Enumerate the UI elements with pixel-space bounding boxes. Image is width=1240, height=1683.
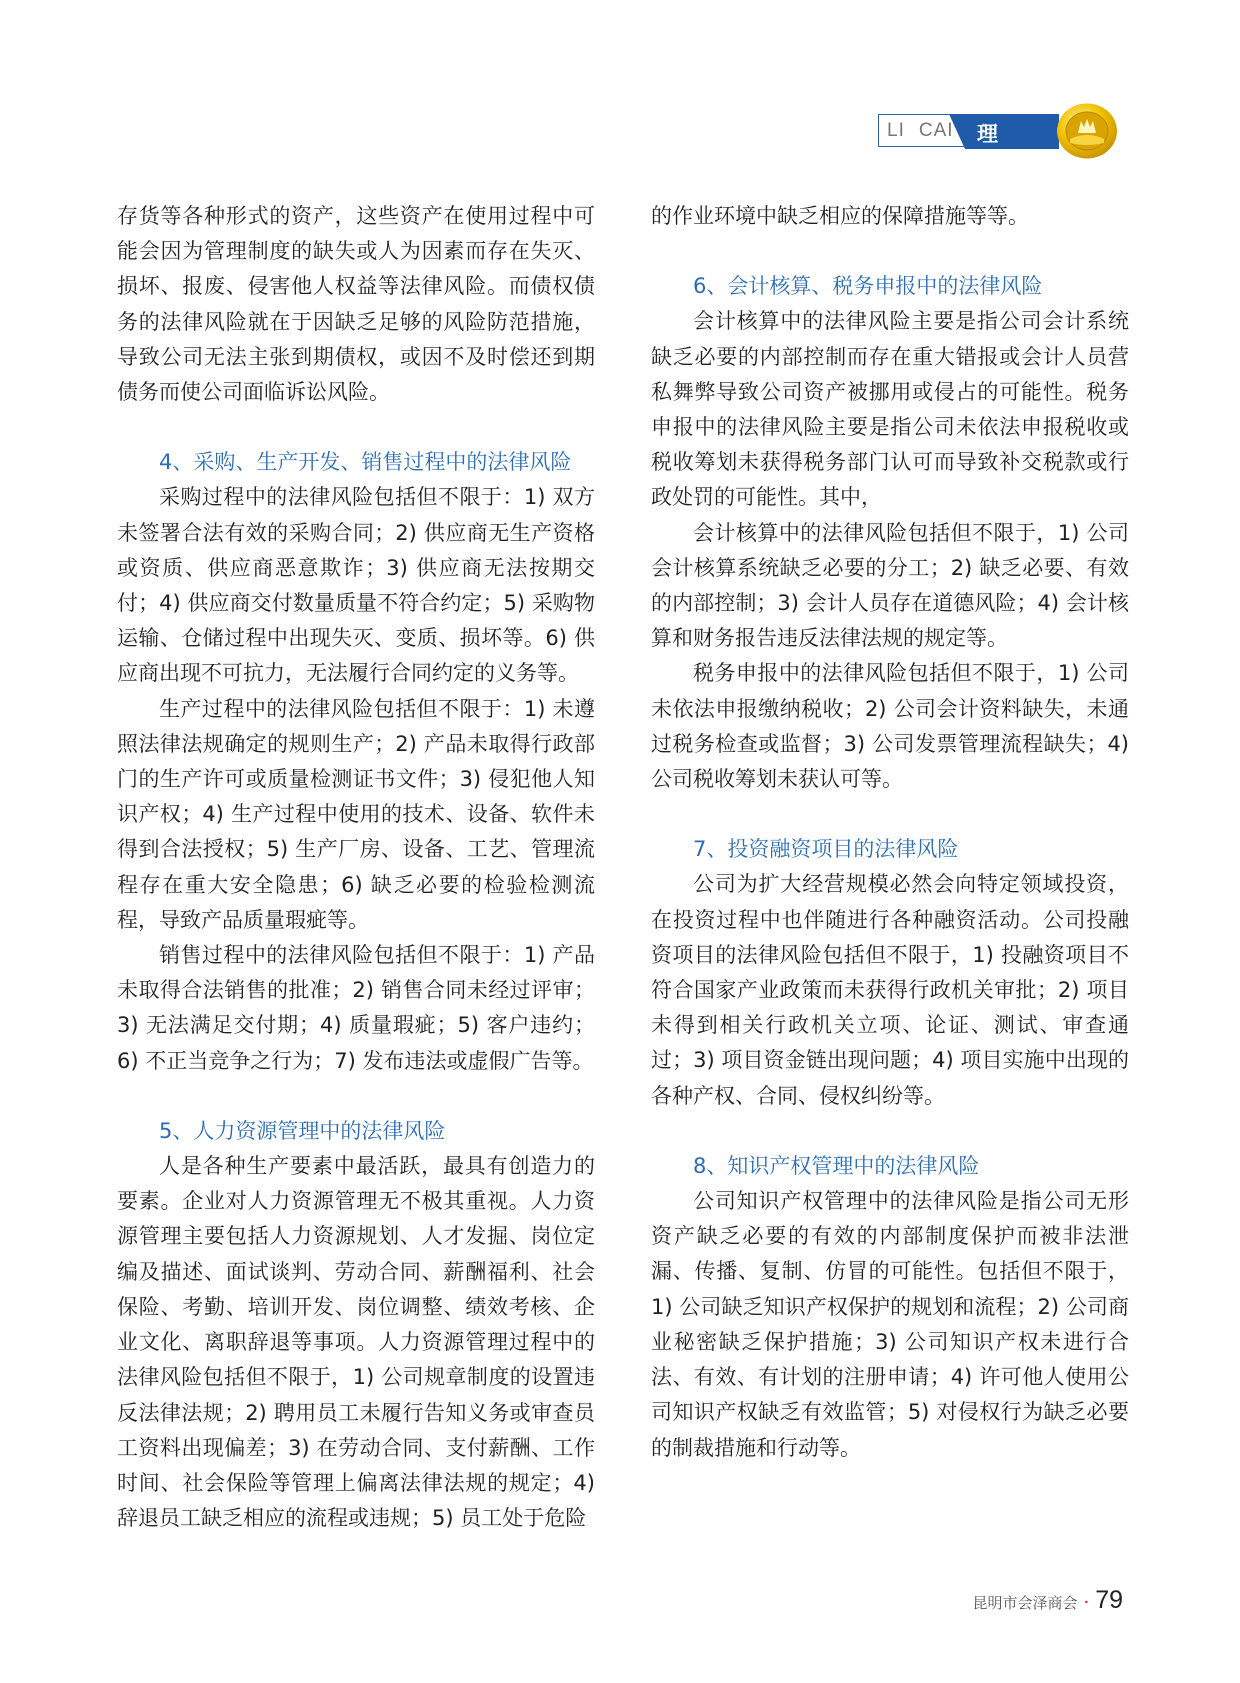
section-header-title: 理 财 [977, 121, 1012, 176]
footer-separator: · [1083, 1592, 1090, 1613]
section-heading-6: 6、会计核算、税务申报中的法律风险 [693, 274, 1043, 299]
section-header-pinyin [887, 120, 954, 142]
left-column [117, 199, 595, 1536]
paragraph: 税务申报中的法律风险包括但不限于，1) 公司未依法申报缴纳税收；2) 公司会计资料缺失，未通过税务检查或监督；3) 公司发票管理流程缺失；4) 公司税收筹划未获认可等。 [651, 661, 1129, 792]
pinyin-li: LI [887, 120, 905, 141]
paragraph: 公司知识产权管理中的法律风险是指公司无形资产缺乏必要的有效的内部制度保护而被非法泄漏、传播、复制、仿冒的可能性。包括但不限于，1) 公司缺乏知识产权保护的规划和流程；2) 公司商业秘密缺乏保护措施；3) 公司知识产权未进行合法、有效、有计划的注册申请；4) 许可他人使用公司知识产权缺乏有效监管；5) 对侵权行为缺乏必要的制裁措施和行动等。 [651, 1189, 1129, 1460]
right-column [651, 199, 1129, 1466]
paragraph: 销售过程中的法律风险包括但不限于：1) 产品未取得合法销售的批准；2) 销售合同未经过评审；3) 无法满足交付期；4) 质量瑕疵；5) 客户违约；6) 不正当竞争之行为；7) 发布违法或虚假广告等。 [117, 943, 595, 1073]
paragraph: 的作业环境中缺乏相应的保障措施等等。 [651, 204, 1029, 228]
paragraph: 采购过程中的法律风险包括但不限于：1) 双方未签署合法有效的采购合同；2) 供应商无生产资格或资质、供应商恶意欺诈；3) 供应商无法按期交付；4) 供应商交付数量质量不符合约定；5) 采购物运输、仓储过程中出现失灭、变质、损坏等。6) 供应商出现不可抗力，无法履行合同约定的义务等。 [117, 485, 595, 686]
paragraph: 会计核算中的法律风险主要是指公司会计系统缺乏必要的内部控制而存在重大错报或会计人员营私舞弊导致公司资产被挪用或侵占的可能性。税务申报中的法律风险主要是指公司未依法申报税收或税收筹划未获得税务部门认可而导致补交税款或行政处罚的可能性。其中， [651, 309, 1129, 510]
section-heading-7: 7、投资融资项目的法律风险 [693, 837, 959, 862]
section-heading-8: 8、知识产权管理中的法律风险 [693, 1153, 980, 1178]
section-heading-5: 5、人力资源管理中的法律风险 [159, 1118, 446, 1143]
page-footer [972, 1586, 1123, 1615]
paragraph: 生产过程中的法律风险包括但不限于：1) 未遵照法律法规确定的规则生产；2) 产品未取得行政部门的生产许可或质量检测证书文件；3) 侵犯他人知识产权；4) 生产过程中使用的技术、设备、软件未得到合法授权；5) 生产厂房、设备、工艺、管理流程存在重大安全隐患；6) 缺乏必要的检验检测流程，导致产品质量瑕疵等。 [117, 696, 595, 932]
paragraph: 会计核算中的法律风险包括但不限于，1) 公司会计核算系统缺乏必要的分工；2) 缺乏必要、有效的内部控制；3) 会计人员存在道德风险；4) 会计核算和财务报告违反法律法规的规定等。 [651, 520, 1129, 651]
paragraph: 公司为扩大经营规模必然会向特定领域投资，在投资过程中也伴随进行各种融资活动。公司投融资项目的法律风险包括但不限于，1) 投融资项目不符合国家产业政策而未获得行政机关审批；2) 项目未得到相关行政机关立项、论证、测试、审查通过；3) 项目资金链出现问题；4) 项目实施中出现的各种产权、合同、侵权纠纷等。 [651, 872, 1129, 1108]
pinyin-cai: CAI [918, 120, 954, 141]
paragraph: 人是各种生产要素中最活跃，最具有创造力的要素。企业对人力资源管理无不极其重视。人力资源管理主要包括人力资源规划、人才发掘、岗位定编及描述、面试谈判、劳动合同、薪酬福利、社会保险、考勤、培训开发、岗位调整、绩效考核、企业文化、离职辞退等事项。人力资源管理过程中的法律风险包括但不限于，1) 公司规章制度的设置违反法律法规；2) 聘用员工未履行告知义务或审查员工资料出现偏差；3) 在劳动合同、支付薪酬、工作时间、社会保险等管理上偏离法律法规的规定；4) 辞退员工缺乏相应的流程或违规；5) 员工处于危险 [117, 1154, 595, 1531]
section-heading-4: 4、采购、生产开发、销售过程中的法律风险 [159, 450, 572, 475]
paragraph: 存货等各种形式的资产，这些资产在使用过程中可能会因为管理制度的缺失或人为因素而存在失灭、损坏、报废、侵害他人权益等法律风险。而债权债务的法律风险就在于因缺乏足够的风险防范措施，导致公司无法主张到期债权，或因不及时偿还到期债务而使公司面临诉讼风险。 [117, 204, 595, 405]
section-header-badge [878, 114, 1050, 176]
gold-coin-emblem-icon [1056, 103, 1118, 159]
publication-name: 昆明市会泽商会 [972, 1594, 1078, 1612]
page-number: 79 [1095, 1586, 1123, 1614]
